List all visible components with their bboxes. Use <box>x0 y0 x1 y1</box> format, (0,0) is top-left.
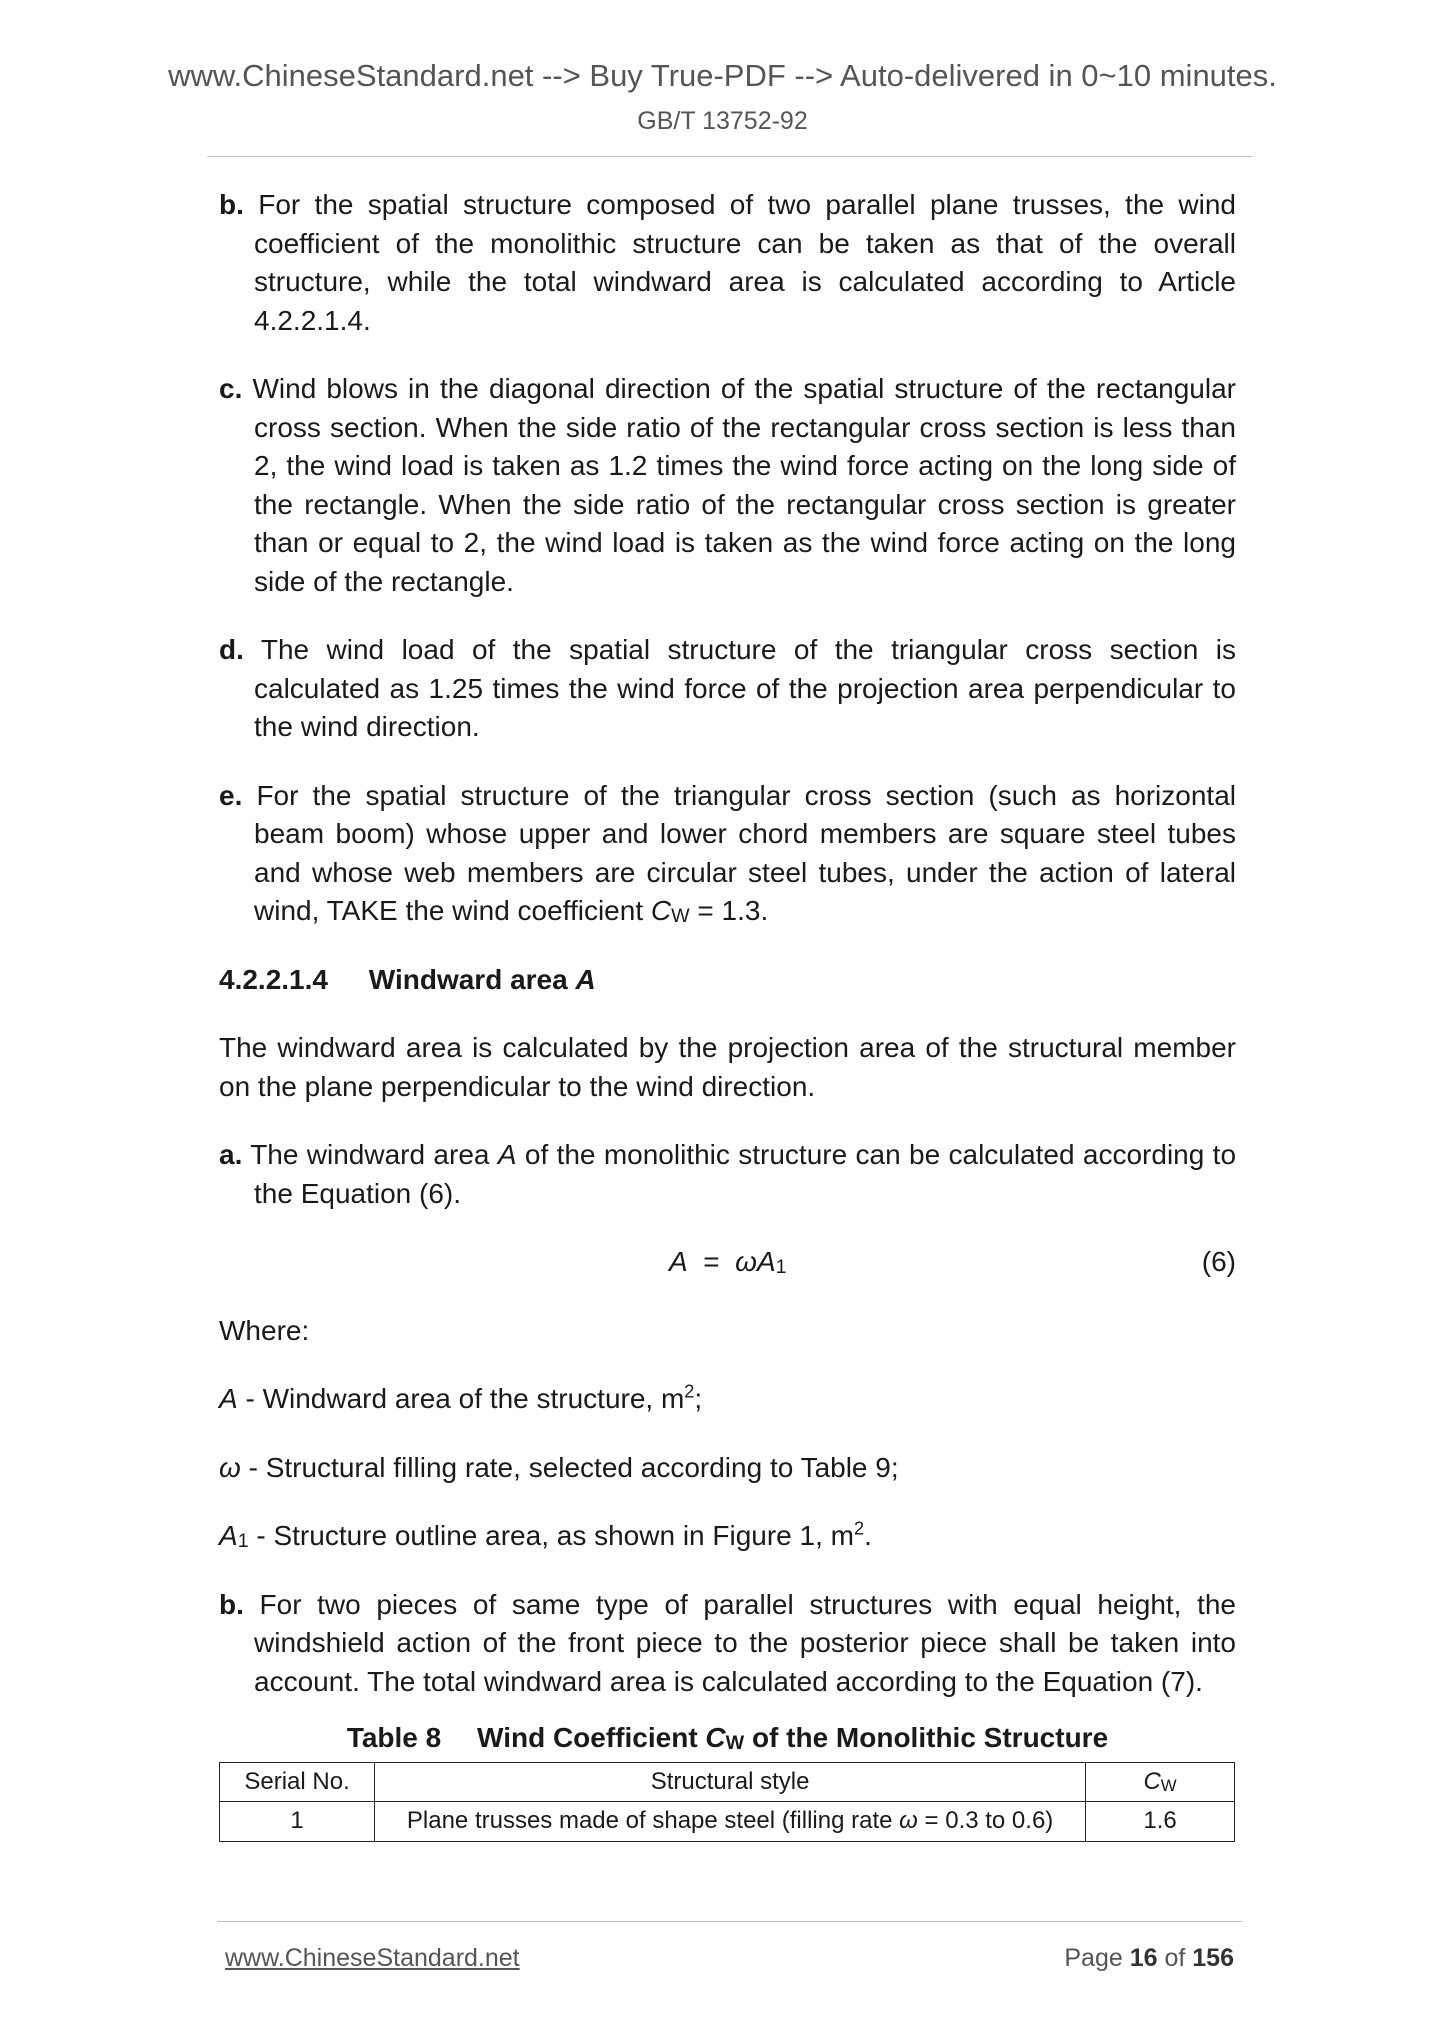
equation-equals: = <box>703 1246 720 1277</box>
definition-symbol: ω <box>219 1451 241 1483</box>
equation-lhs: A <box>669 1246 688 1277</box>
item-text-pre: The windward area <box>250 1139 490 1170</box>
equation-formula <box>669 1243 787 1282</box>
definition-omega <box>219 1449 1236 1488</box>
document-code: GB/T 13752-92 <box>637 107 808 135</box>
item-label: a. <box>219 1139 243 1170</box>
section-heading <box>219 961 1236 1000</box>
footer-site-link[interactable]: www.ChineseStandard.net <box>225 1944 520 1972</box>
table-caption-subscript: W <box>725 1732 745 1754</box>
page-word: Page <box>1064 1944 1123 1972</box>
definition-A1 <box>219 1517 1236 1556</box>
item-text: The wind load of the spatial structure of the triangular cross section is calculated as 1.25 times the wind force of the projection area perpendicular to the wind direction. <box>254 634 1236 742</box>
list-item-e <box>219 777 1236 931</box>
section-intro: The windward area is calculated by the projection area of the structural member on the plane perpendicular to the wind direction. <box>219 1032 1236 1102</box>
page-number: 16 <box>1129 1944 1158 1972</box>
cell-cw: 1.6 <box>1086 1802 1235 1842</box>
table-caption-text: Wind Coefficient <box>477 1722 698 1753</box>
cell-style-post: = 0.3 to 0.6) <box>924 1807 1054 1834</box>
header-cw <box>1086 1762 1235 1802</box>
item-text: For two pieces of same type of parallel structures with equal height, the windshield action of the front piece to the posterior piece shall be taken into account. The total windward area is calculated according to the Equation (7). <box>254 1588 1237 1697</box>
header-divider <box>207 156 1252 157</box>
item-label: e. <box>219 779 243 811</box>
definition-end: ; <box>694 1383 703 1414</box>
wind-coefficient-subscript: W <box>671 905 690 927</box>
item-text: For the spatial structure of the triangular cross section (such as horizontal beam boom) whose upper and lower chord members are square steel tubes and whose web members are circular steel tubes, under the action of lateral wind, TAKE the wind coefficient <box>254 779 1236 926</box>
equation-rhs: A <box>756 1246 776 1277</box>
header-banner: www.ChineseStandard.net --> Buy True-PDF --> Auto-delivered in 0~10 minutes. <box>168 58 1277 93</box>
definition-text: - Structural filling rate, selected according to Table 9; <box>248 1451 899 1483</box>
item-label: b. <box>219 189 244 220</box>
equation-6 <box>219 1243 1236 1282</box>
table-caption-tail: of the Monolithic Structure <box>751 1722 1109 1753</box>
footer-divider <box>217 1921 1242 1922</box>
definition-symbol: A <box>219 1520 238 1551</box>
table-caption-symbol: C <box>705 1722 726 1753</box>
definition-superscript: 2 <box>684 1381 695 1402</box>
equation-number: (6) <box>1201 1246 1236 1277</box>
equation-omega: ω <box>735 1246 757 1277</box>
definition-subscript: 1 <box>237 1530 249 1552</box>
equation-subscript: 1 <box>775 1256 787 1278</box>
table-header-row <box>220 1762 1235 1802</box>
list-item-b-parallel <box>219 1586 1236 1702</box>
where-label: Where: <box>219 1314 310 1346</box>
item-symbol: A <box>497 1139 517 1170</box>
definition-end: . <box>864 1520 872 1551</box>
header-serial: Serial No. <box>220 1762 375 1802</box>
item-label: d. <box>219 634 244 665</box>
definition-text: - Structure outline area, as shown in Figure 1, m <box>256 1520 854 1551</box>
of-word: of <box>1164 1944 1186 1972</box>
item-text-post: of the monolithic structure can be calculated according to the Equation (6). <box>254 1139 1237 1209</box>
section-number: 4.2.2.1.4 <box>219 963 328 995</box>
definition-text: - Windward area of the structure, m <box>245 1383 685 1414</box>
cell-style <box>375 1802 1086 1842</box>
wind-coefficient-symbol: C <box>650 895 672 926</box>
page-content <box>219 186 1236 1842</box>
page-total: 156 <box>1192 1944 1234 1972</box>
header-style: Structural style <box>375 1762 1086 1802</box>
cell-style-symbol: ω <box>899 1807 918 1834</box>
definition-superscript: 2 <box>854 1518 865 1539</box>
item-text: Wind blows in the diagonal direction of the spatial structure of the rectangular cross section. When the side ratio of the rectangular cross section is less than 2, the wind load is taken as 1.2 times the wind force acting on the long side of the rectangle. When the side ratio of the rectangular cross section is greater than or equal to 2, the wind load is taken as the wind force acting on the long side of the rectangle. <box>252 373 1236 597</box>
list-item-c <box>219 370 1236 601</box>
header-cw-subscript: W <box>1160 1775 1177 1795</box>
definition-A <box>219 1380 1236 1419</box>
item-label: b. <box>219 1588 244 1620</box>
header-cw-symbol: C <box>1143 1767 1161 1795</box>
item-label: c. <box>219 373 243 404</box>
item-text: For the spatial structure composed of two parallel plane trusses, the wind coefficient of the monolithic structure can be taken as that of the overall structure, while the total windward area is calculated according to Article 4.2.2.1.4. <box>254 189 1236 336</box>
table-number: Table 8 <box>346 1722 442 1753</box>
section-symbol: A <box>575 963 596 995</box>
cell-serial: 1 <box>220 1802 375 1842</box>
wind-coefficient-value: = 1.3. <box>697 895 769 926</box>
list-item-a <box>219 1136 1236 1213</box>
table-row <box>220 1802 1235 1842</box>
table-8-caption <box>219 1719 1236 1758</box>
table-8 <box>219 1762 1235 1842</box>
list-item-d <box>219 631 1236 747</box>
list-item-b <box>219 186 1236 340</box>
definition-symbol: A <box>219 1383 238 1414</box>
cell-style-pre: Plane trusses made of shape steel (filling rate <box>406 1807 893 1834</box>
page-indicator <box>1064 1944 1234 1973</box>
section-title: Windward area <box>368 963 568 995</box>
